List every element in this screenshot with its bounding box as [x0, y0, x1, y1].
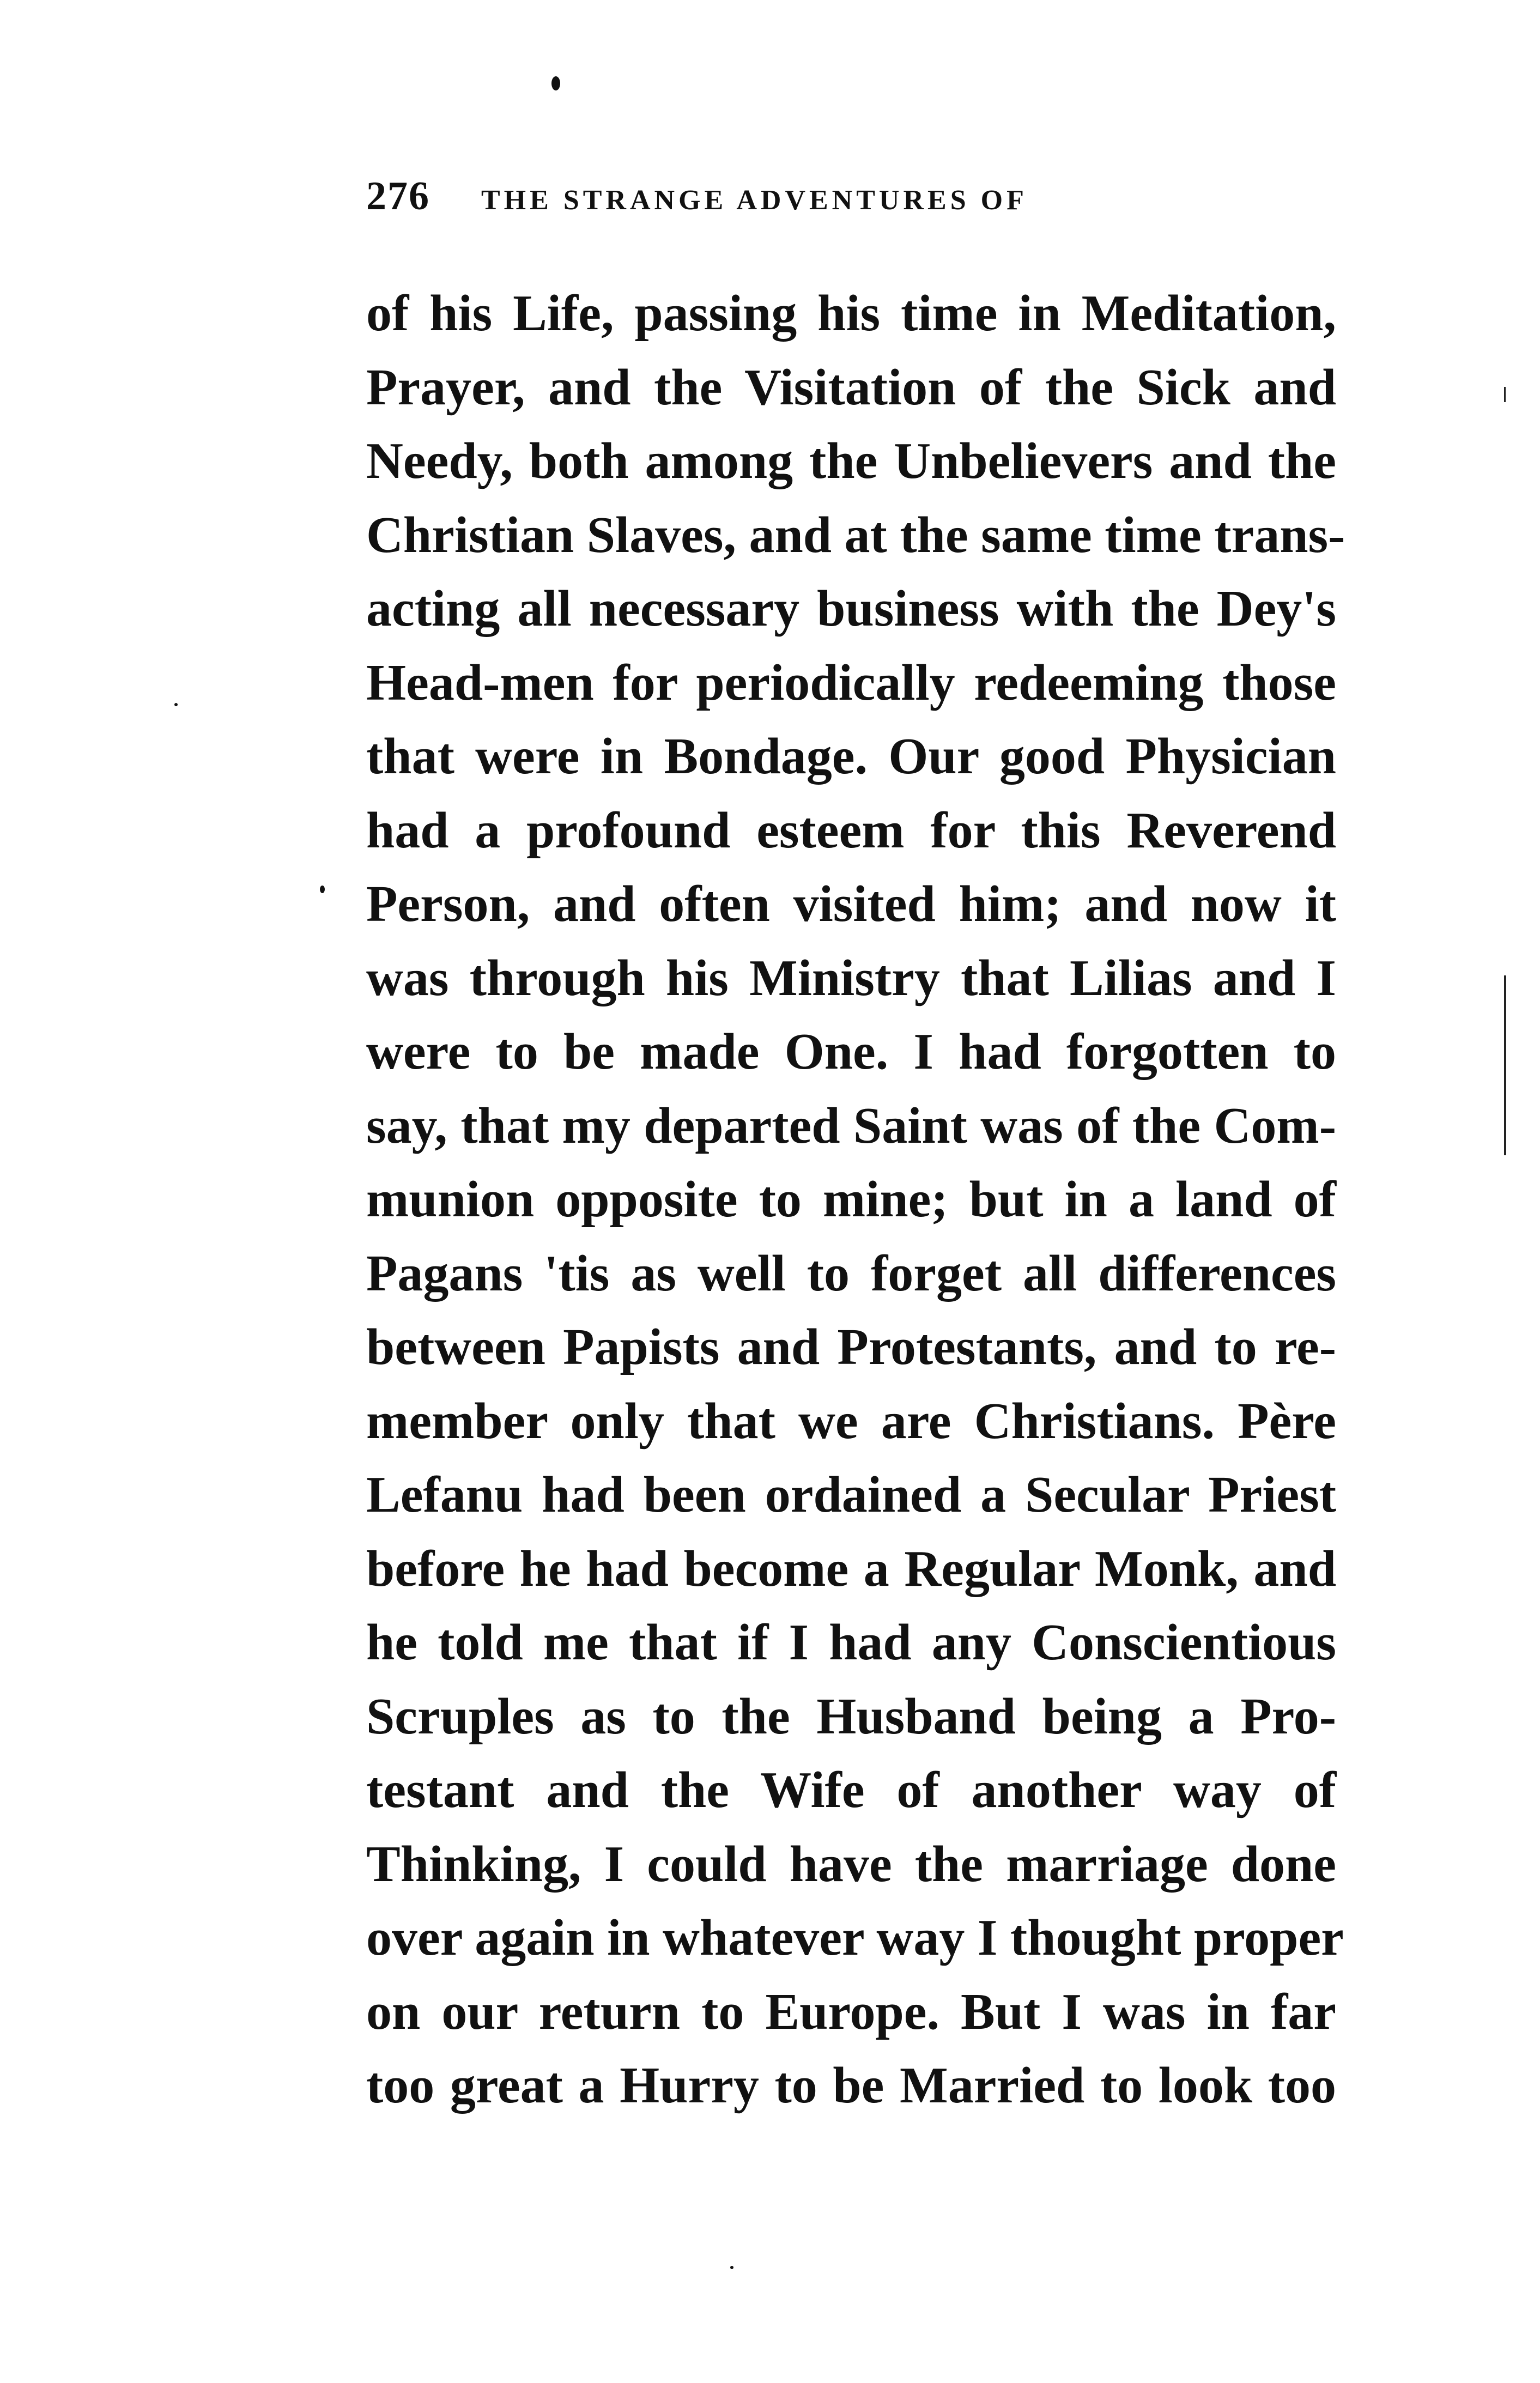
- margin-rule: [1504, 387, 1506, 402]
- text-line: had a profound esteem for this Reverend: [366, 802, 1336, 859]
- text-line: Thinking, I could have the marriage done: [366, 1835, 1336, 1893]
- text-line: that were in Bondage. Our good Physician: [366, 728, 1336, 785]
- text-line: he told me that if I had any Conscientious: [366, 1614, 1336, 1671]
- text-line: Lefanu had been ordained a Secular Priest: [366, 1466, 1336, 1523]
- text-line: Person, and often visited him; and now it: [366, 876, 1336, 932]
- text-line: between Papists and Protestants, and to re-: [366, 1319, 1336, 1375]
- text-line: Pagans 'tis as well to forget all differences: [366, 1245, 1336, 1302]
- text-line: munion opposite to mine; but in a land of: [366, 1171, 1336, 1228]
- text-line: Needy, both among the Unbelievers and the: [366, 433, 1336, 489]
- body-text: [366, 277, 1345, 2123]
- text-line: say, that my departed Saint was of the Com-: [366, 1097, 1336, 1154]
- ink-speck: [174, 703, 178, 706]
- ink-speck: [551, 76, 560, 90]
- text-line: were to be made One. I had forgotten to: [366, 1023, 1336, 1080]
- text-line: Head-men for periodically redeeming those: [366, 654, 1336, 711]
- text-line: acting all necessary business with the Dey's: [366, 580, 1336, 637]
- text-line: over again in whatever way I thought proper: [366, 1909, 1344, 1966]
- ink-speck: [730, 2266, 733, 2269]
- margin-rule: [1504, 975, 1506, 1155]
- text-line: member only that we are Christians. Père: [366, 1392, 1336, 1450]
- text-line: before he had become a Regular Monk, and: [366, 1540, 1336, 1597]
- text-line: too great a Hurry to be Married to look too: [366, 2057, 1336, 2114]
- text-line: Christian Slaves, and at the same time trans-: [366, 506, 1345, 563]
- text-line: was through his Ministry that Lilias and I: [366, 949, 1336, 1006]
- ink-speck: [320, 886, 325, 893]
- text-line: of his Life, passing his time in Meditation,: [366, 285, 1336, 342]
- running-header: [366, 173, 1347, 239]
- text-line: Prayer, and the Visitation of the Sick and: [366, 359, 1336, 416]
- text-line: Scruples as to the Husband being a Pro-: [366, 1688, 1336, 1745]
- page-number: 276: [366, 174, 430, 219]
- text-line: on our return to Europe. But I was in far: [366, 1983, 1336, 2040]
- running-head-title: THE STRANGE ADVENTURES OF: [481, 185, 1028, 216]
- text-line: testant and the Wife of another way of: [366, 1762, 1336, 1818]
